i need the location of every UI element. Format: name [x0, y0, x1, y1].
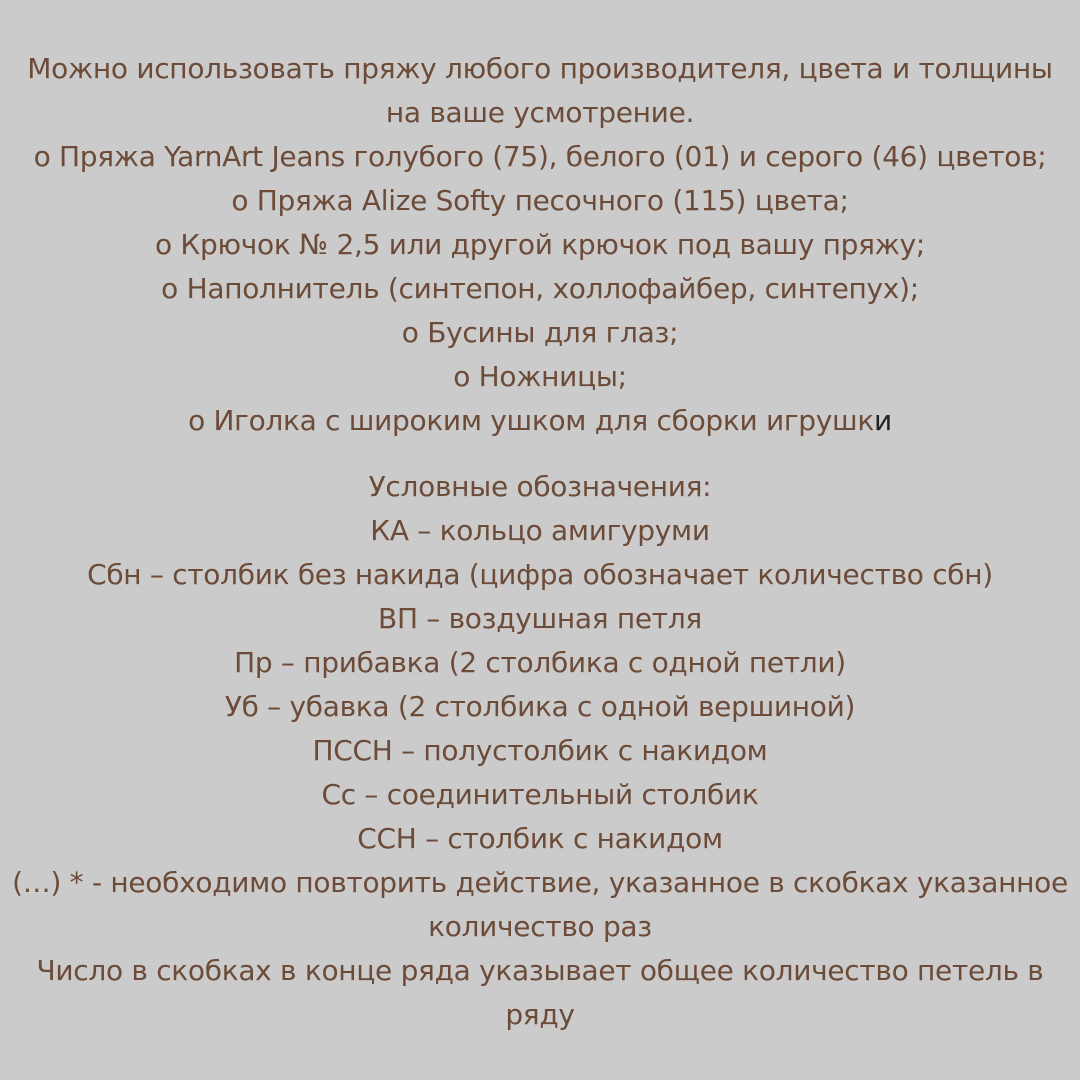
materials-item-beads: o Бусины для глаз;: [401, 316, 679, 349]
legend-ka: КА – кольцо амигуруми: [370, 514, 710, 547]
legend-count-line-1: Число в скобках в конце ряда указывает общее количество петель в: [36, 954, 1044, 987]
materials-item-scissors: o Ножницы;: [453, 360, 627, 393]
materials-item-needle-text: o Иголка с широким ушком для сборки игрушк: [188, 404, 874, 437]
legend-pr: Пр – прибавка (2 столбика с одной петли): [234, 646, 846, 679]
materials-section: [0, 47, 1080, 443]
materials-item-filler: o Наполнитель (синтепон, холлофайбер, синтепух);: [161, 272, 919, 305]
materials-item-needle: [0, 399, 1080, 443]
legend-sbn: Сбн – столбик без накида (цифра обозначает количество сбн): [87, 558, 993, 591]
legend-pssn: ПССН – полустолбик с накидом: [312, 734, 768, 767]
legend-section: [0, 465, 1080, 1037]
legend-ub: Уб – убавка (2 столбика с одной вершиной): [224, 690, 856, 723]
legend-title: Условные обозначения:: [368, 470, 712, 503]
legend-ss: Сс – соединительный столбик: [321, 778, 759, 811]
legend-repeat-line-2: количество раз: [428, 910, 652, 943]
legend-count-line-2: ряду: [505, 998, 575, 1031]
materials-item-hook: o Крючок № 2,5 или другой крючок под вашу пряжу;: [155, 228, 925, 261]
materials-intro-line-2: на ваше усмотрение.: [385, 96, 695, 129]
materials-item-alize: o Пряжа Alize Softy песочного (115) цвета;: [231, 184, 849, 217]
section-spacer: [0, 443, 1080, 465]
legend-ssn: ССН – столбик с накидом: [357, 822, 723, 855]
legend-repeat-line-1: (…) * - необходимо повторить действие, указанное в скобках указанное: [12, 866, 1068, 899]
materials-item-needle-tail: и: [873, 404, 892, 437]
legend-vp: ВП – воздушная петля: [378, 602, 702, 635]
materials-intro-line-1: Можно использовать пряжу любого производителя, цвета и толщины: [27, 52, 1053, 85]
materials-item-yarnart: o Пряжа YarnArt Jeans голубого (75), белого (01) и серого (46) цветов;: [33, 140, 1047, 173]
